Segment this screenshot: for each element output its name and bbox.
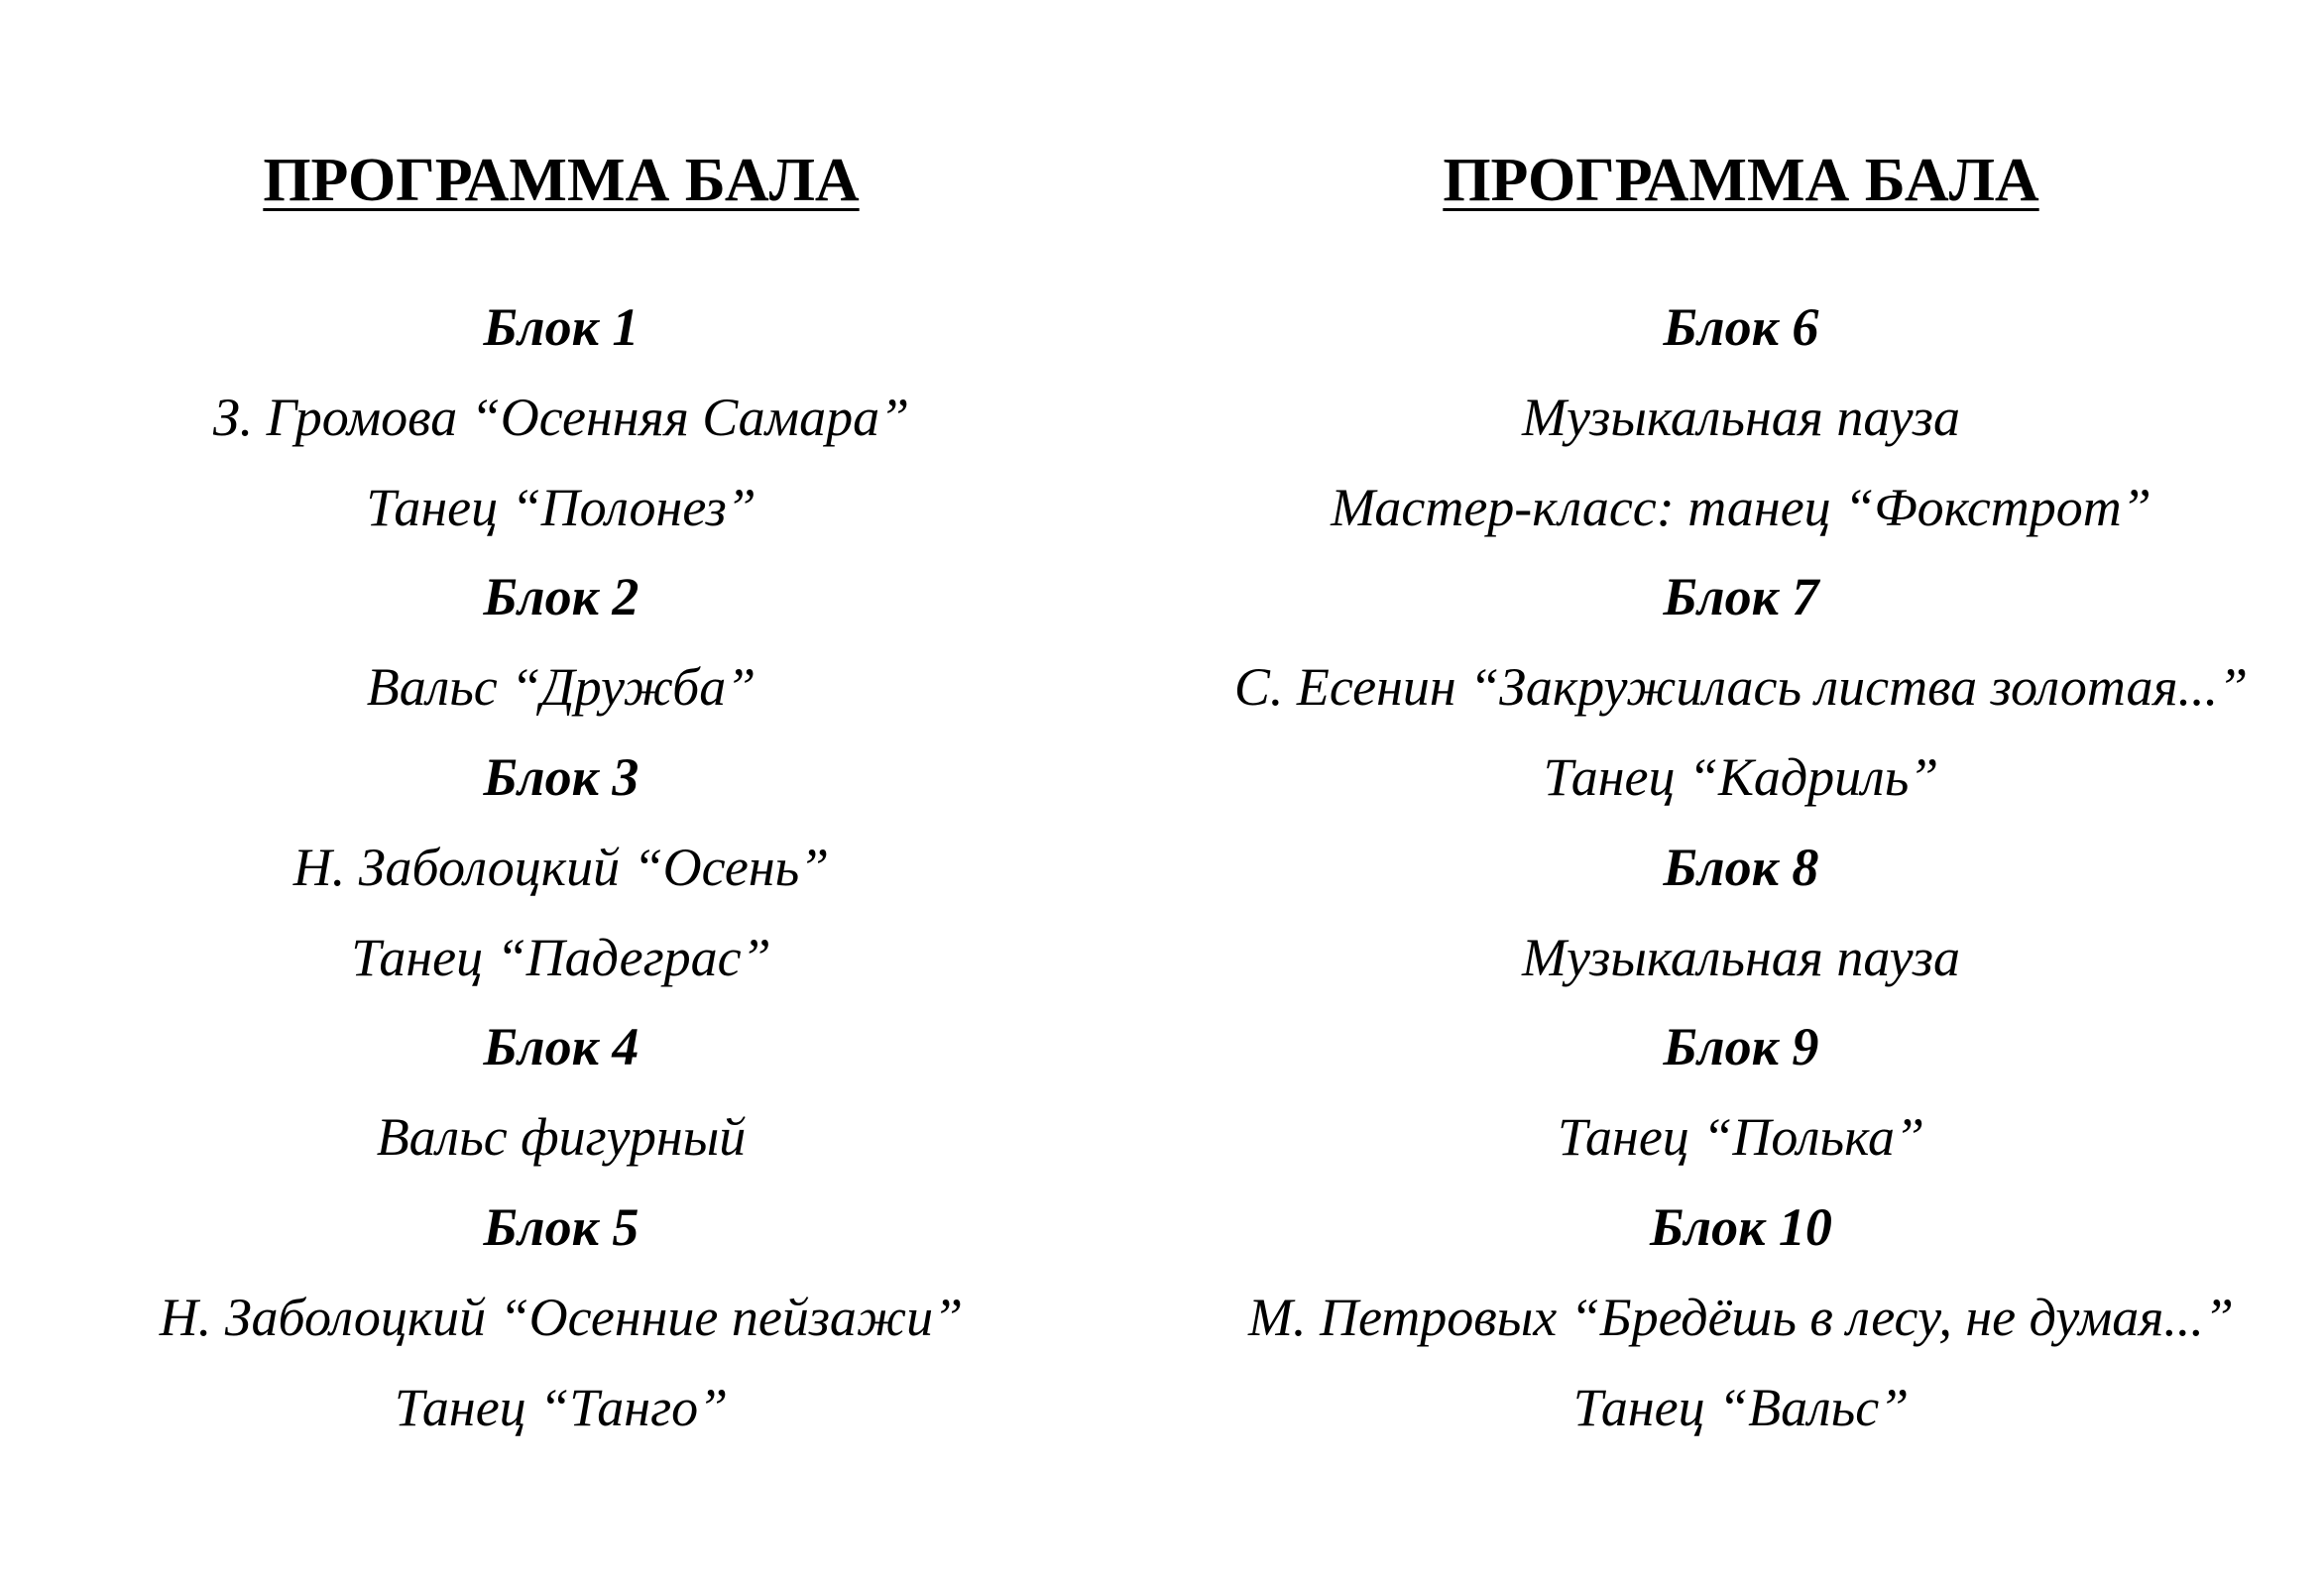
page-title-left: ПРОГРАММА БАЛА <box>263 146 860 214</box>
program-item: Танец “Падеграс” <box>351 927 771 987</box>
block-heading: Блок 10 <box>1650 1196 1832 1257</box>
program-list-right <box>1162 283 2320 1453</box>
program-list-left <box>0 283 1124 1453</box>
block-heading: Блок 3 <box>483 746 639 807</box>
block-heading: Блок 2 <box>483 567 639 627</box>
program-item: Танец “Вальс” <box>1572 1377 1910 1437</box>
program-item: Танец “Танго” <box>394 1377 729 1437</box>
program-item: Н. Заболоцкий “Осенние пейзажи” <box>159 1287 964 1347</box>
program-item: Н. Заболоцкий “Осень” <box>292 837 830 897</box>
block-heading: Блок 7 <box>1663 567 1819 627</box>
program-item: Вальс фигурный <box>376 1107 747 1168</box>
program-column-left <box>0 0 1124 1581</box>
program-column-right <box>1162 0 2320 1581</box>
block-heading: Блок 9 <box>1663 1017 1819 1077</box>
program-item: Музыкальная пауза <box>1522 387 1960 447</box>
program-item: Музыкальная пауза <box>1522 927 1960 987</box>
page-title-right: ПРОГРАММА БАЛА <box>1443 146 2039 214</box>
block-heading: Блок 8 <box>1663 837 1819 897</box>
block-heading: Блок 4 <box>483 1017 639 1077</box>
block-heading: Блок 1 <box>483 297 639 357</box>
program-item: С. Есенин “Закружилась листва золотая...” <box>1233 657 2249 718</box>
program-item: М. Петровых “Бредёшь в лесу, не думая...” <box>1248 1287 2234 1347</box>
block-heading: Блок 6 <box>1663 297 1819 357</box>
program-item: Танец “Полонез” <box>366 477 756 537</box>
program-item: Мастер-класс: танец “Фокстрот” <box>1331 477 2151 537</box>
program-item: Танец “Полька” <box>1557 1107 1925 1168</box>
program-item: Танец “Кадриль” <box>1543 746 1939 807</box>
program-item: Вальс “Дружба” <box>366 657 756 718</box>
program-item: З. Громова “Осенняя Самара” <box>212 387 910 447</box>
block-heading: Блок 5 <box>483 1196 639 1257</box>
